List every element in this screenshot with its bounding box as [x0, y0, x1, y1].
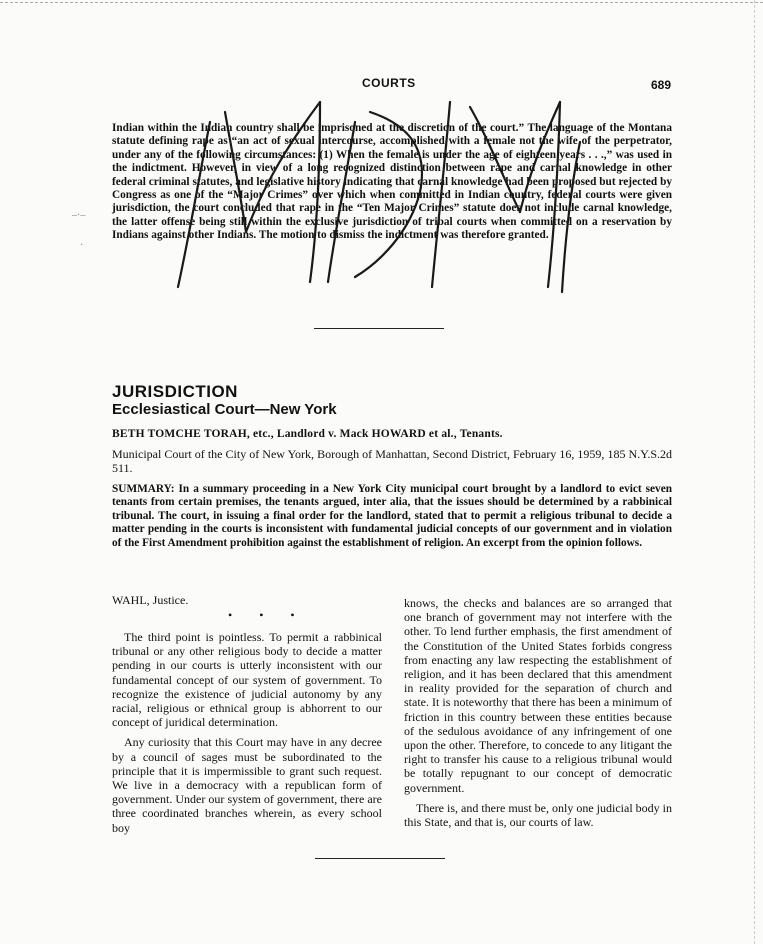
omission-marks: • • •: [228, 608, 307, 622]
section-divider-top: [314, 328, 444, 329]
opinion-paragraph: The third point is pointless. To permit a rabbinical tribunal or any other religious body to decide a matter pending in our courts is utterly inconsistent with our fundamental concept of our system of government. To recognize the existence of judicial autonomy by any racial, religious or ethnical group is abhorrent to our concept of juridical determination.: [112, 630, 382, 730]
case-citation: Municipal Court of the City of New York, Borough of Manhattan, Second District, February 16, 1959, 185 N.Y.S.2d 511.: [112, 447, 672, 475]
case-title: BETH TOMCHE TORAH, etc., Landlord v. Mack HOWARD et al., Tenants.: [112, 428, 503, 440]
margin-mark-icon: –·–: [72, 210, 86, 221]
page-number: 689: [651, 78, 672, 92]
opinion-left-column: [112, 630, 382, 841]
scan-edge-top: [0, 2, 763, 3]
case-summary: SUMMARY: In a summary proceeding in a New York City municipal court brought by a landlord to evict seven tenants from certain premises, the tenants argued, inter alia, that the issues should be determined by a rabbinical tribunal. The court, in issuing a final order for the landlord, stated that to permit a religious tribunal to decide a matter pending in the courts is inconsistent with fundamental judicial concepts of our government and in violation of the First Amendment prohibition against the establishment of religion. An excerpt from the opinion follows.: [112, 483, 672, 549]
judge-name: WAHL, Justice.: [112, 593, 189, 607]
opinion-paragraph: There is, and there must be, only one judicial body in this State, and that is, our courts of law.: [404, 800, 672, 830]
section-title: JURISDICTION: [112, 382, 238, 401]
top-paragraph: Indian within the Indian country shall be imprisoned at the discretion of the court.” The language of the Montana statute defining rape as “an act of sexual intercourse, accomplished with a female not the wife of the perpetrator, under any of the following circumstances: (1) When the female is under the age of eighteen years . . .,” was used in the indictment. However, in view of a long recognized distinction between rape and carnal knowledge in other federal criminal statutes, and legislative history indicating that carnal knowledge had been proposed but rejected by Congress as one of the “Major Crimes” over which when committed in Indian country, federal courts were given jurisdiction, the court concluded that rape in the “Ten Major Crimes” statute does not include carnal knowledge, the latter offense being still within the exclusive jurisdiction of tribal courts when committed on a reservation by Indians against other Indians. The motion to dismiss the indictment was therefore granted.: [112, 122, 672, 242]
opinion-paragraph: knows, the checks and balances are so arranged that one branch of government may not interfere with the other. To lend further emphasis, the first amendment of the Constitution of the United States forbids congress from enacting any law respecting the establishment of religion, and it has been declared that this amendment in reality provided for the separation of church and state. It is noteworthy that there has been a minimum of friction in this country between these entities because of the sedulous avoidance of any infringement of one upon the other. Therefore, to concede to any litigant the right to transfer his cause to a religious tribunal would be totally repugnant to our concept of democratic government.: [404, 596, 672, 795]
section-divider-bottom: [315, 858, 445, 859]
margin-mark-icon: ·: [80, 240, 84, 251]
section-subtitle: Ecclesiastical Court—New York: [112, 401, 337, 418]
opinion-right-column: [404, 596, 672, 835]
opinion-paragraph: Any curiosity that this Court may have in any decree by a council of sages must be subordinated to the principle that it is impermissible to grant such request. We live in a democracy with a republican form of government. Under our system of government, there are three coordinated branches wherein, as every school boy: [112, 735, 382, 835]
running-head: COURTS: [362, 76, 416, 90]
scan-edge-right: [754, 0, 755, 944]
